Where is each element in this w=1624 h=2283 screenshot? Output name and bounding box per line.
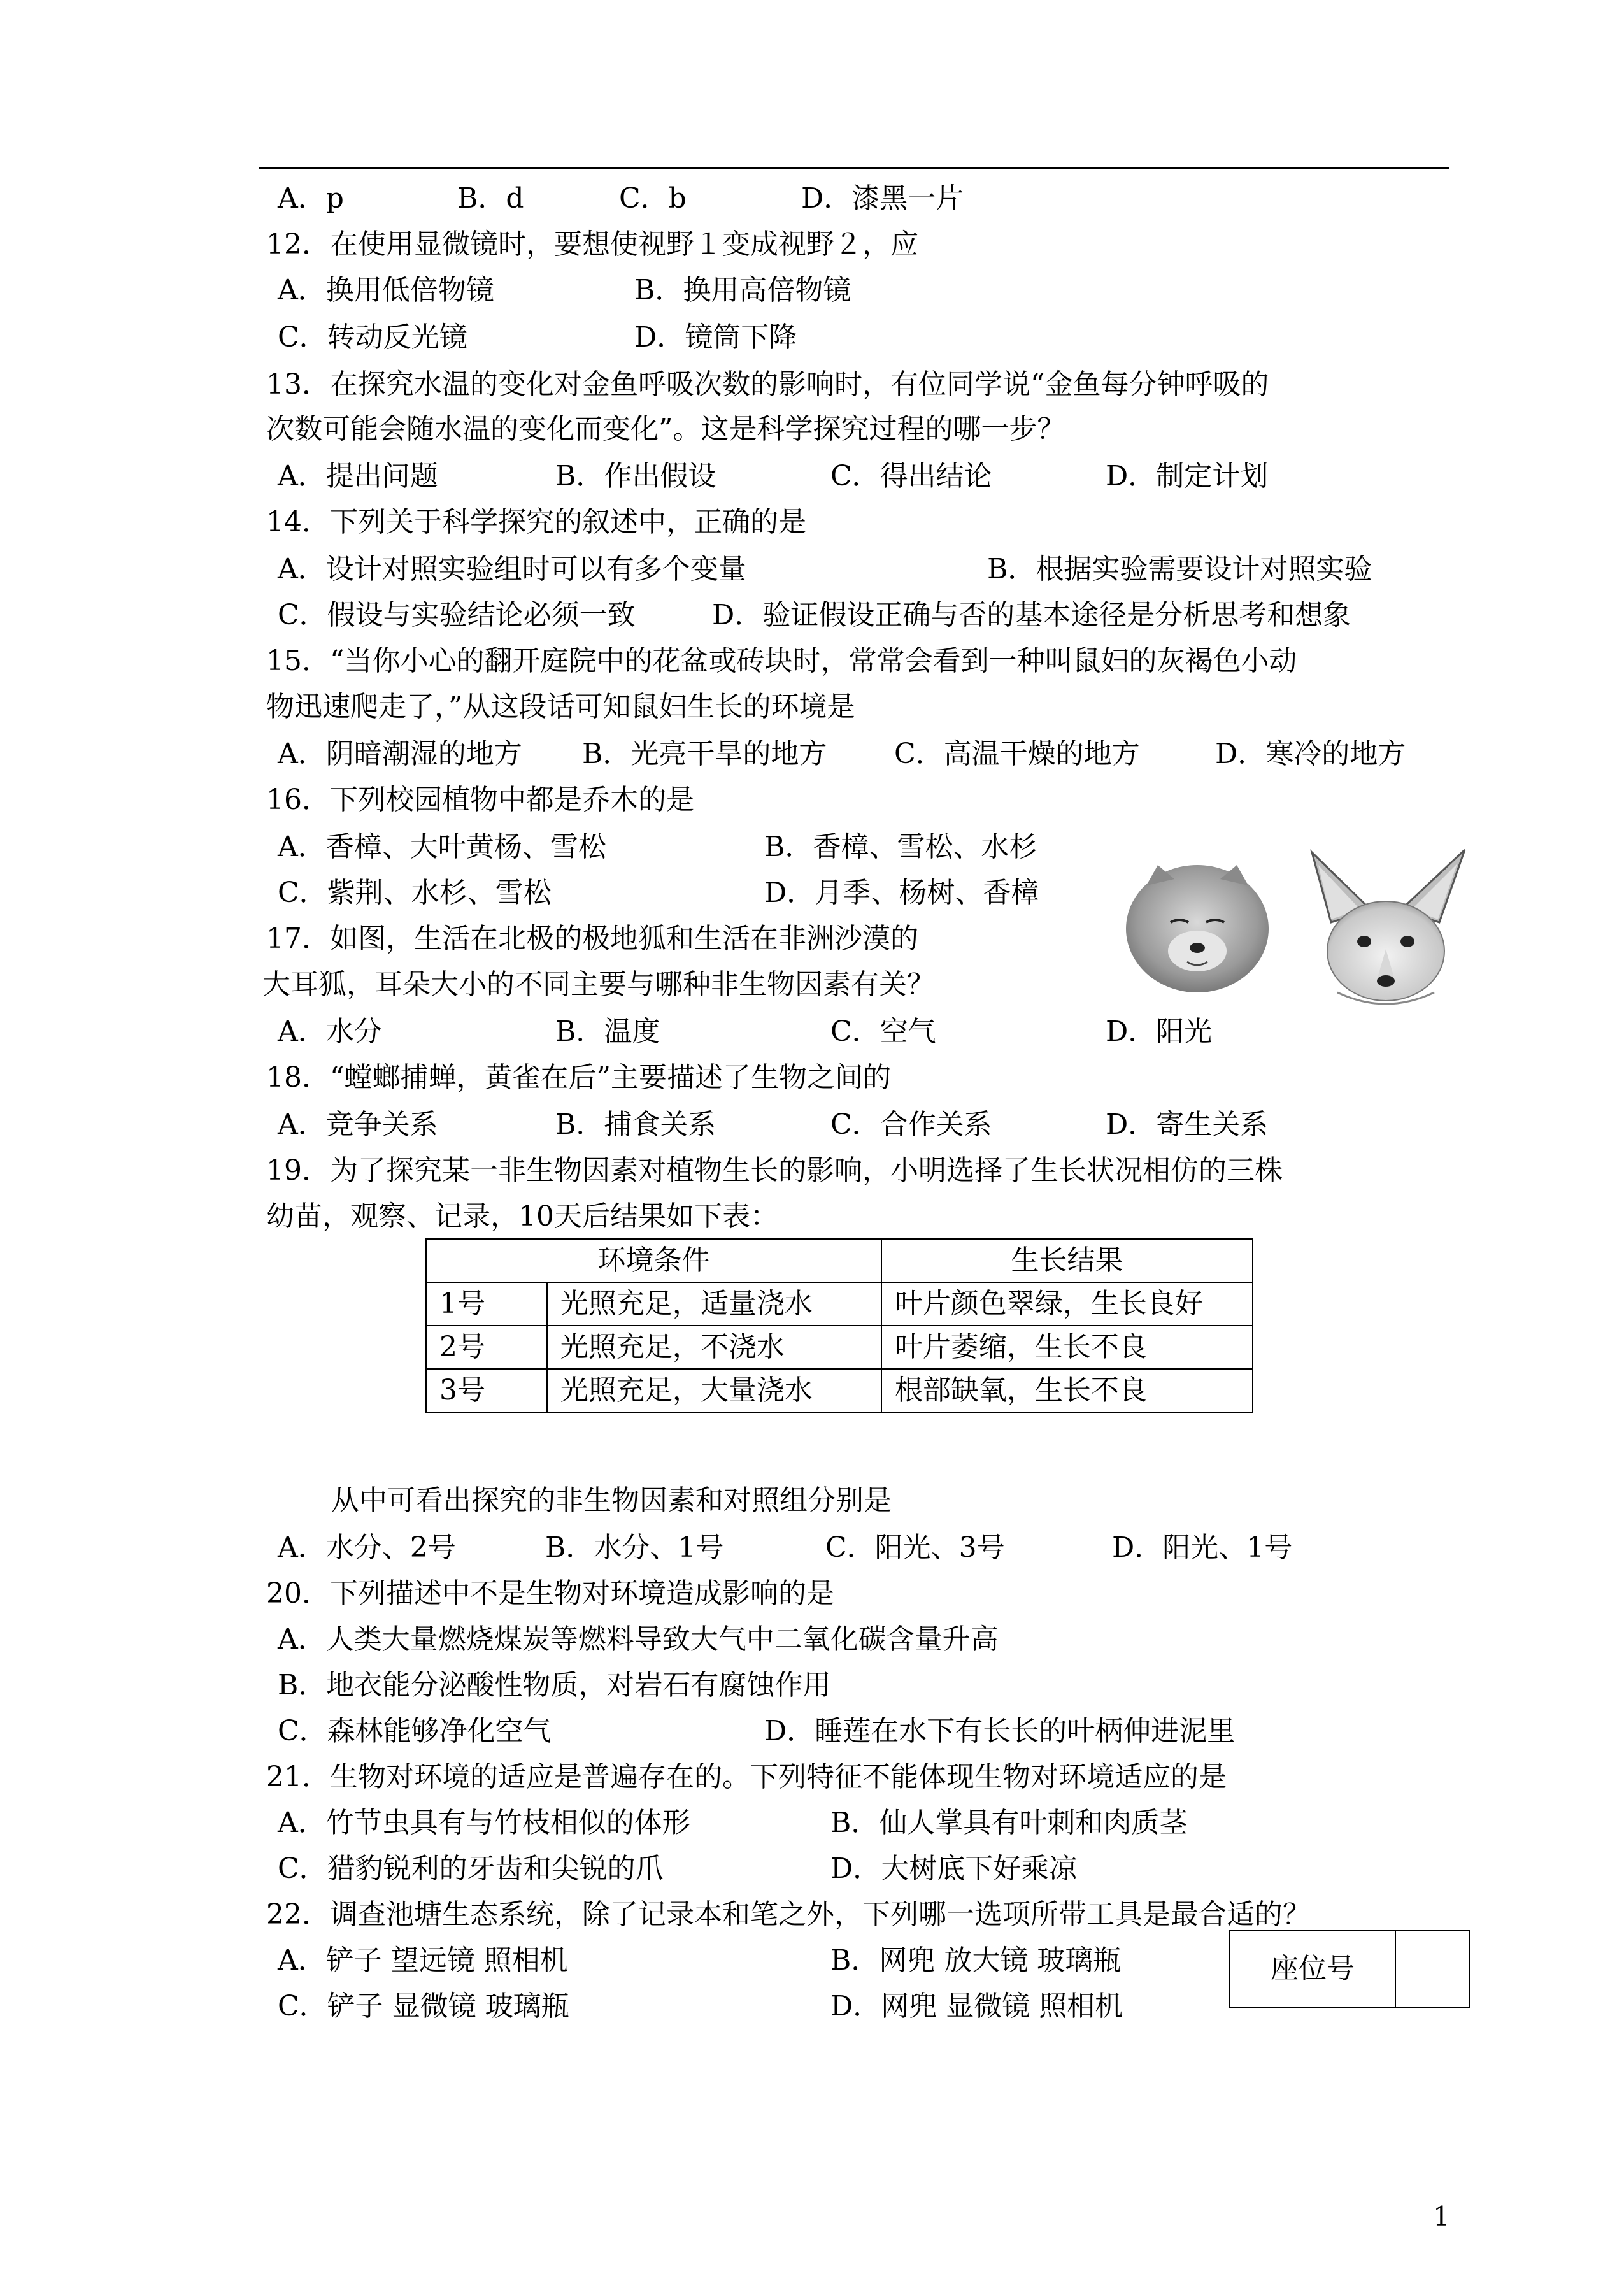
q11-option-d: D．漆黑一片 — [801, 182, 964, 215]
q17-stem-line2: 大耳狐，耳朵大小的不同主要与哪种非生物因素有关？ — [262, 968, 935, 1001]
q18-stem: 18．“螳螂捕蝉，黄雀在后”主要描述了生物之间的 — [266, 1061, 891, 1094]
fennec-fox-icon — [1312, 850, 1465, 1004]
q15-option-b: B．光亮干旱的地方 — [582, 738, 827, 770]
q20-option-b: B．地衣能分泌酸性物质，对岩石有腐蚀作用 — [278, 1669, 831, 1701]
q19-option-b: B．水分、1号 — [545, 1531, 724, 1564]
q21-option-a: A．竹节虫具有与竹枝相似的体形 — [278, 1807, 690, 1839]
q14-option-c: C．假设与实验结论必须一致 — [278, 599, 636, 631]
q21-stem: 21．生物对环境的适应是普遍存在的。下列特征不能体现生物对环境适应的是 — [266, 1761, 1227, 1793]
q16-option-d: D．月季、杨树、香樟 — [764, 877, 1039, 909]
q18-option-c: C．合作关系 — [830, 1108, 992, 1141]
row-condition: 光照充足，适量浇水 — [547, 1282, 881, 1326]
q22-option-a: A．铲子 望远镜 照相机 — [278, 1944, 568, 1977]
q14-option-d: D．验证假设正确与否的基本途径是分析思考和想象 — [712, 599, 1351, 631]
seat-number-box — [1229, 1930, 1470, 2008]
q17-option-b: B．温度 — [555, 1015, 660, 1048]
arctic-fox-icon — [1126, 865, 1269, 992]
header-growth-result: 生长结果 — [881, 1239, 1253, 1282]
q19-stem-line1: 19．为了探究某一非生物因素对植物生长的影响，小明选择了生长状况相仿的三株 — [266, 1154, 1283, 1187]
q14-option-b: B．根据实验需要设计对照实验 — [987, 553, 1372, 585]
q19-results-table — [425, 1238, 1253, 1413]
q18-option-b: B．捕食关系 — [555, 1108, 716, 1141]
row-result: 根部缺氧，生长不良 — [881, 1369, 1253, 1412]
q13-option-c: C．得出结论 — [830, 460, 992, 492]
q22-stem: 22．调查池塘生态系统，除了记录本和笔之外，下列哪一选项所带工具是最合适的？ — [266, 1898, 1311, 1931]
q17-option-c: C．空气 — [830, 1015, 936, 1048]
q12-stem: 12．在使用显微镜时，要想使视野１变成视野２，应 — [266, 228, 918, 261]
q18-option-d: D．寄生关系 — [1106, 1108, 1269, 1141]
row-result: 叶片萎缩，生长不良 — [881, 1326, 1253, 1369]
q16-option-b: B．香樟、雪松、水杉 — [764, 831, 1037, 863]
table-row — [426, 1369, 1253, 1412]
header-rule — [259, 167, 1449, 169]
q12-option-a: A．换用低倍物镜 — [278, 274, 494, 306]
page-number: 1 — [1433, 2201, 1450, 2232]
q15-stem-line2: 物迅速爬走了，”从这段话可知鼠妇生长的环境是 — [266, 691, 855, 723]
q21-option-b: B．仙人掌具有叶刺和肉质茎 — [830, 1807, 1188, 1839]
fox-comparison-image — [1121, 840, 1484, 1015]
row-result: 叶片颜色翠绿，生长良好 — [881, 1282, 1253, 1326]
table-row — [426, 1282, 1253, 1326]
q18-option-a: A．竞争关系 — [278, 1108, 438, 1141]
table-header-row — [426, 1239, 1253, 1282]
q12-option-b: B．换用高倍物镜 — [634, 274, 851, 306]
q11-option-a: A．p — [278, 182, 344, 215]
q16-option-a: A．香樟、大叶黄杨、雪松 — [278, 831, 606, 863]
row-condition: 光照充足，不浇水 — [547, 1326, 881, 1369]
row-number: 2号 — [426, 1326, 547, 1369]
q22-option-b: B．网兜 放大镜 玻璃瓶 — [830, 1944, 1122, 1977]
q16-option-c: C．紫荆、水杉、雪松 — [278, 877, 552, 909]
table-row — [426, 1326, 1253, 1369]
q11-option-b: B．d — [457, 182, 524, 215]
q16-stem: 16．下列校园植物中都是乔木的是 — [266, 784, 694, 816]
q19-option-a: A．水分、2号 — [278, 1531, 456, 1564]
q21-option-d: D．大树底下好乘凉 — [830, 1852, 1078, 1885]
q19-stem-line2: 幼苗，观察、记录，10天后结果如下表： — [266, 1200, 778, 1233]
row-number: 3号 — [426, 1369, 547, 1412]
q11-option-c: C．b — [619, 182, 687, 215]
q17-option-a: A．水分 — [278, 1015, 382, 1048]
q13-stem-line2: 次数可能会随水温的变化而变化”。这是科学探究过程的哪一步？ — [266, 413, 1065, 445]
q21-option-c: C．猎豹锐利的牙齿和尖锐的爪 — [278, 1852, 664, 1885]
q13-stem-line1: 13．在探究水温的变化对金鱼呼吸次数的影响时，有位同学说“金鱼每分钟呼吸的 — [266, 368, 1269, 401]
q19-option-c: C．阳光、3号 — [825, 1531, 1005, 1564]
q22-option-c: C．铲子 显微镜 玻璃瓶 — [278, 1990, 569, 2022]
q15-option-a: A．阴暗潮湿的地方 — [278, 738, 522, 770]
q20-option-d: D．睡莲在水下有长长的叶柄伸进泥里 — [764, 1715, 1236, 1747]
q15-option-c: C．高温干燥的地方 — [894, 738, 1140, 770]
row-condition: 光照充足，大量浇水 — [547, 1369, 881, 1412]
q17-stem-line1: 17．如图，生活在北极的极地狐和生活在非洲沙漠的 — [266, 922, 918, 955]
q15-option-d: D．寒冷的地方 — [1215, 738, 1406, 770]
q20-stem: 20．下列描述中不是生物对环境造成影响的是 — [266, 1577, 834, 1610]
q13-option-b: B．作出假设 — [555, 460, 716, 492]
seat-number-label: 座位号 — [1230, 1931, 1396, 2007]
q12-option-c: C．转动反光镜 — [278, 321, 467, 354]
row-number: 1号 — [426, 1282, 547, 1326]
q20-option-c: C．森林能够净化空气 — [278, 1715, 552, 1747]
q12-option-d: D．镜筒下降 — [634, 321, 797, 354]
q19-option-d: D．阳光、1号 — [1112, 1531, 1293, 1564]
q14-option-a: A．设计对照实验组时可以有多个变量 — [278, 553, 746, 585]
q14-stem: 14．下列关于科学探究的叙述中，正确的是 — [266, 506, 806, 538]
q13-option-a: A．提出问题 — [278, 460, 438, 492]
q15-stem-line1: 15．“当你小心的翻开庭院中的花盆或砖块时，常常会看到一种叫鼠妇的灰褐色小动 — [266, 645, 1297, 677]
header-environment: 环境条件 — [426, 1239, 881, 1282]
q19-follow-up: 从中可看出探究的非生物因素和对照组分别是 — [331, 1484, 892, 1517]
q20-option-a: A．人类大量燃烧煤炭等燃料导致大气中二氧化碳含量升高 — [278, 1623, 999, 1656]
q22-option-d: D．网兜 显微镜 照相机 — [830, 1990, 1123, 2022]
q13-option-d: D．制定计划 — [1106, 460, 1269, 492]
q17-option-d: D．阳光 — [1106, 1015, 1213, 1048]
